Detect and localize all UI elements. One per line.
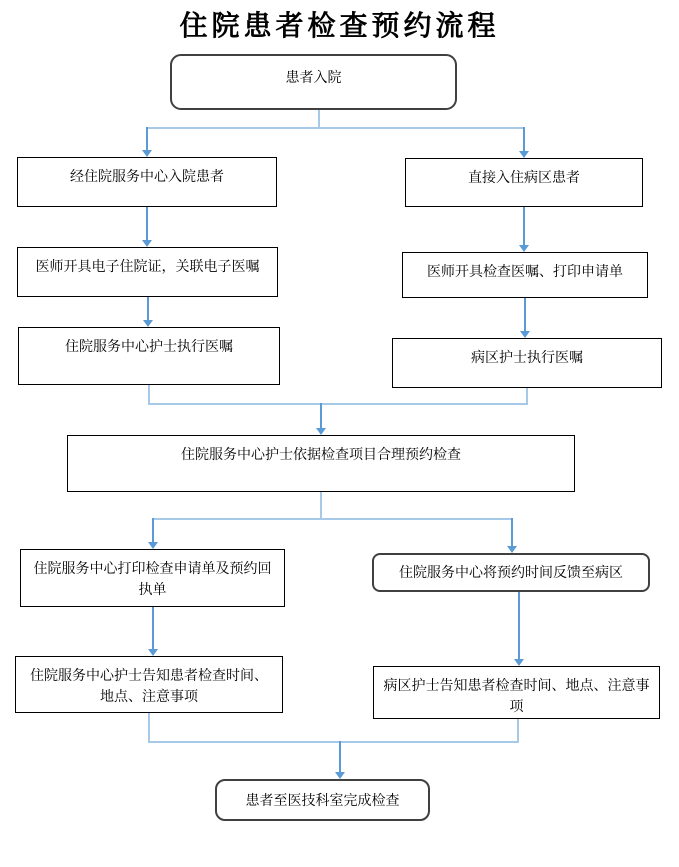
arrow-to-wide — [320, 403, 322, 428]
page-title: 住院患者检查预约流程 — [179, 11, 500, 42]
arrowhead-to-right1 — [519, 151, 529, 158]
arrow-right2-right3 — [524, 298, 526, 331]
arrow-to-right1 — [523, 127, 525, 151]
connector-merge2-line — [148, 741, 519, 743]
arrowhead-to-right4 — [507, 546, 517, 553]
connector-right5-stub — [517, 719, 519, 743]
flow-node-service-center-nurse-executes-order: 住院服务中心护士执行医嘱 — [18, 327, 280, 385]
connector-left5-stub — [148, 713, 150, 743]
connector-merge1-line — [148, 403, 528, 405]
arrowhead-right1-right2 — [519, 245, 529, 252]
flow-node-admission-via-service-center: 经住院服务中心入院患者 — [17, 157, 277, 207]
arrowhead-left4-left5 — [148, 649, 158, 656]
flow-node-direct-ward-admission: 直接入住病区患者 — [405, 158, 643, 207]
flow-node-service-center-nurse-informs-patient: 住院服务中心护士告知患者检查时间、地点、注意事项 — [15, 656, 283, 713]
arrowhead-to-end — [335, 772, 345, 779]
arrow-left1-left2 — [146, 207, 148, 240]
arrowhead-right2-right3 — [520, 331, 530, 338]
connector-wide-stub — [320, 492, 322, 520]
connector-top-split-line — [146, 127, 525, 129]
arrowhead-to-wide — [316, 428, 326, 435]
flow-node-nurse-schedules-exam: 住院服务中心护士依据检查项目合理预约检查 — [67, 435, 575, 492]
arrow-left4-left5 — [152, 607, 154, 649]
arrow-to-right4 — [511, 518, 513, 546]
arrowhead-left1-left2 — [142, 240, 152, 247]
flow-node-patient-admission: 患者入院 — [170, 54, 457, 110]
arrow-left2-left3 — [147, 297, 149, 320]
flow-node-doctor-issues-e-admission-cert: 医师开具电子住院证，关联电子医嘱 — [17, 247, 278, 297]
arrowhead-right4-right5 — [514, 659, 524, 666]
flow-node-patient-completes-exam: 患者至医技科室完成检查 — [215, 779, 430, 821]
flow-node-service-center-feedback-time: 住院服务中心将预约时间反馈至病区 — [372, 553, 650, 592]
flow-node-service-center-prints-forms: 住院服务中心打印检查申请单及预约回执单 — [20, 549, 285, 607]
arrowhead-to-left4 — [148, 542, 158, 549]
arrow-to-left4 — [152, 518, 154, 542]
arrow-right1-right2 — [523, 207, 525, 245]
arrow-to-end — [339, 741, 341, 772]
connector-left3-stub — [148, 385, 150, 405]
arrowhead-to-left1 — [142, 150, 152, 157]
flow-node-doctor-issues-exam-order: 医师开具检查医嘱、打印申请单 — [402, 252, 648, 298]
arrow-right4-right5 — [518, 592, 520, 659]
arrowhead-left2-left3 — [143, 320, 153, 327]
flow-node-ward-nurse-executes-order: 病区护士执行医嘱 — [392, 338, 662, 388]
arrow-to-left1 — [146, 127, 148, 150]
connector-split2-line — [152, 518, 513, 520]
flow-node-ward-nurse-informs-patient: 病区护士告知患者检查时间、地点、注意事项 — [373, 666, 660, 719]
